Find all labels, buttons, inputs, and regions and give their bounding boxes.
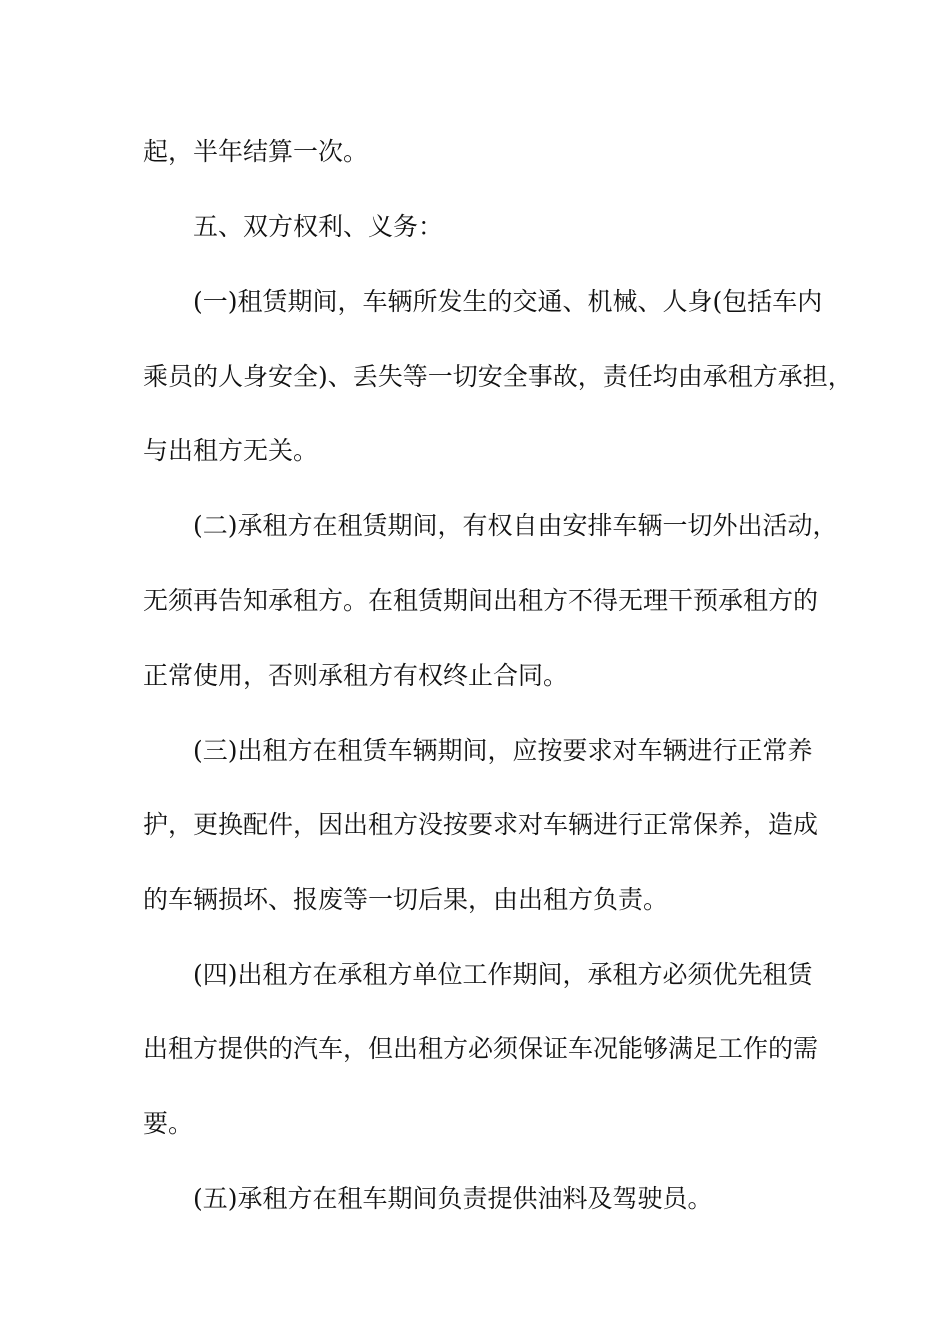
text-line: (五)承租方在租车期间负责提供油料及驾驶员。 (193, 1184, 713, 1213)
text-line: (一)租赁期间，车辆所发生的交通、机械、人身(包括车内 (193, 287, 823, 316)
text-line: 的车辆损坏、报废等一切后果，由出租方负责。 (143, 885, 669, 914)
text-line: 无须再告知承租方。在租赁期间出租方不得无理干预承租方的 (143, 586, 819, 615)
text-line: 乘员的人身安全)、丢失等一切安全事故，责任均由承租方承担， (143, 362, 853, 391)
text-line: 与出租方无关。 (143, 436, 319, 465)
text-line: 要。 (143, 1109, 194, 1138)
section-heading: 五、双方权利、义务： (193, 212, 444, 241)
text-line: 正常使用，否则承租方有权终止合同。 (143, 661, 569, 690)
text-line: (四)出租方在承租方单位工作期间，承租方必须优先租赁 (193, 960, 813, 989)
text-line: 护，更换配件，因出租方没按要求对车辆进行正常保养，造成 (143, 810, 819, 839)
text-line: (三)出租方在租赁车辆期间，应按要求对车辆进行正常养 (193, 736, 813, 765)
text-line: (二)承租方在租赁期间，有权自由安排车辆一切外出活动， (193, 511, 838, 540)
text-line: 出租方提供的汽车，但出租方必须保证车况能够满足工作的需 (143, 1034, 819, 1063)
text-line: 起，半年结算一次。 (143, 137, 369, 166)
